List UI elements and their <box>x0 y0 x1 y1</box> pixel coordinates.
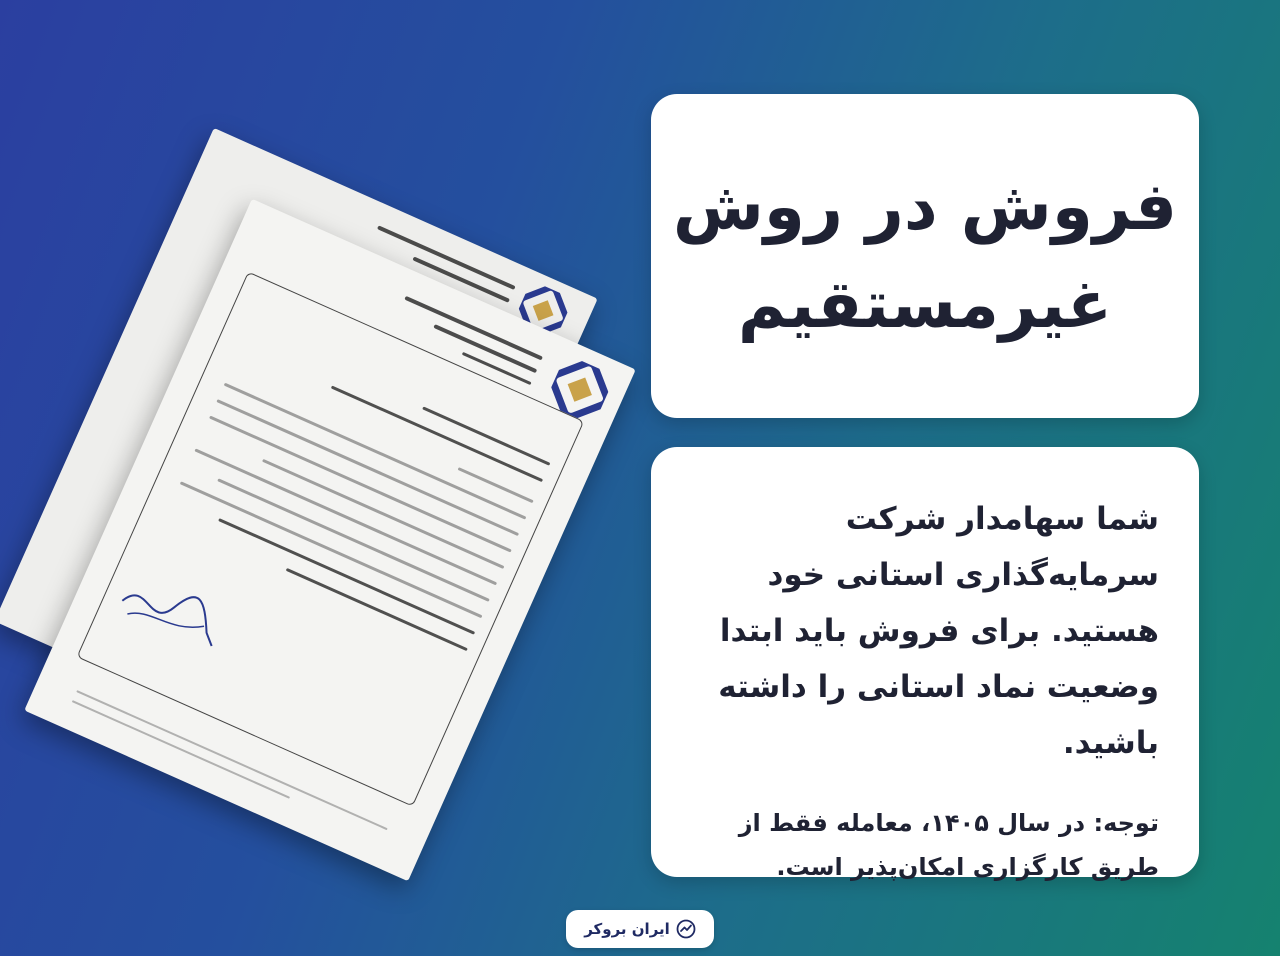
title-line-2: غیرمستقیم <box>737 266 1113 343</box>
title-line-1: فروش در روش <box>672 168 1178 245</box>
letter-footer-lines <box>68 690 388 848</box>
body-paragraph: شما سهامدار شرکت سرمایه‌گذاری استانی خود هستید. برای فروش باید ابتدا وضعیت نماد استانی را داشته باشید. <box>718 501 1159 761</box>
letter-back <box>0 128 598 792</box>
company-logo-icon <box>513 280 574 341</box>
letter-front-header <box>389 296 543 394</box>
title-card <box>651 94 1199 418</box>
body-card <box>651 447 1199 881</box>
brand-name: ایران بروکر <box>584 920 670 938</box>
signature-icon <box>110 562 235 662</box>
note-paragraph: توجه: در سال ۱۴۰۵، معامله فقط از طریق کارگزاری امکان‌پذیر است. <box>738 809 1159 881</box>
brand-badge[interactable] <box>566 910 714 948</box>
company-logo-icon <box>544 354 615 425</box>
letter-back-header <box>367 225 515 312</box>
letter-front <box>24 199 635 881</box>
letter-body-lines <box>159 329 550 665</box>
letter-frame <box>76 271 584 806</box>
brand-chart-icon <box>676 919 696 939</box>
